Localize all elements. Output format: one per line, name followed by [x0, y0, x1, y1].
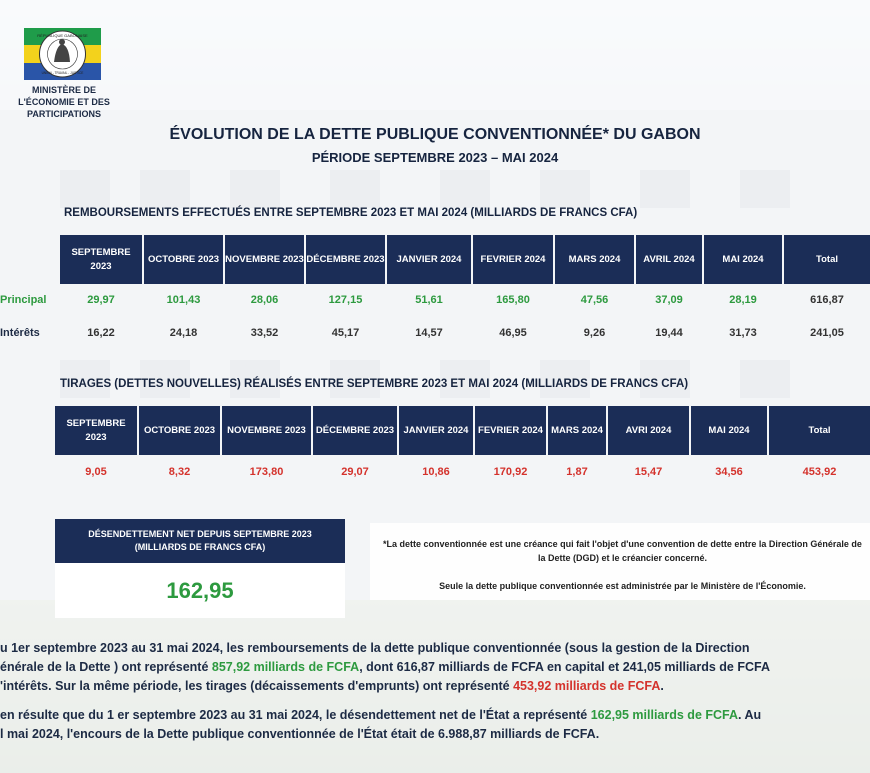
- drawdown-value: 15,47: [634, 466, 663, 478]
- interest-value: 31,73: [729, 327, 757, 339]
- drawdown-value: 173,80: [249, 466, 284, 478]
- summary-line: énérale de la Dette ) ont représenté 857,92 milliards de FCFA, dont 616,87 milliards de FCFA en capital et 241,05 milliards de FCFA: [0, 660, 770, 674]
- principal-value: 37,09: [655, 294, 683, 306]
- summary-line: 'intérêts. Sur la même période, les tirages (décaissements d'emprunts) ont représenté 453,92 milliards de FCFA.: [0, 679, 664, 693]
- repay-header-cell: FEVRIER 2024: [473, 235, 553, 284]
- principal-value: 51,61: [415, 294, 443, 306]
- draw-header-cell: OCTOBRE 2023: [139, 406, 220, 455]
- interest-value: 24,18: [169, 327, 198, 339]
- footnote-definition: *La dette conventionnée est une créance qui fait l'objet d'une convention de dette entre la Direction Générale de la Dette (DGD) et le créancier concerné.: [383, 539, 862, 563]
- footnote-scope: Seule la dette publique conventionnée est administrée par le Ministère de l'Économie.: [439, 581, 806, 591]
- row-label-principal: Principal: [0, 294, 47, 306]
- principal-value: 47,56: [580, 294, 609, 306]
- drawdown-value: 10,86: [422, 466, 450, 478]
- principal-total: 616,87: [810, 294, 844, 306]
- repay-header-cell: MARS 2024: [555, 235, 634, 284]
- draw-header-cell: JANVIER 2024: [399, 406, 473, 455]
- draw-header-cell: MARS 2024: [548, 406, 606, 455]
- net-deleveraging-heading: DÉSENDETTEMENT NET DEPUIS SEPTEMBRE 2023 (MILLIARDS DE FRANCS CFA): [55, 519, 345, 563]
- draw-header-cell: FEVRIER 2024: [475, 406, 546, 455]
- draw-header-cell: DÉCEMBRE 2023: [313, 406, 397, 455]
- repay-header-cell: NOVEMBRE 2023: [225, 235, 304, 284]
- net-deleveraging-value: 162,95: [55, 563, 345, 618]
- repay-header-cell: DÉCEMBRE 2023: [306, 235, 385, 284]
- principal-value: 165,80: [496, 294, 530, 306]
- interest-value: 16,22: [87, 327, 115, 339]
- principal-value: 127,15: [328, 294, 363, 306]
- drawdowns-heading: TIRAGES (DETTES NOUVELLES) RÉALISÉS ENTRE SEPTEMBRE 2023 ET MAI 2024 (MILLIARDS DE FRANCS CFA): [60, 378, 689, 390]
- interest-total: 241,05: [810, 327, 844, 339]
- page-subtitle: PÉRIODE SEPTEMBRE 2023 – MAI 2024: [311, 150, 559, 165]
- drawdown-total: 453,92: [802, 466, 837, 478]
- drawdown-value: 8,32: [168, 466, 191, 478]
- principal-value: 28,06: [250, 294, 279, 306]
- svg-text:RÉPUBLIQUE GABONAISE: RÉPUBLIQUE GABONAISE: [37, 33, 88, 38]
- repay-header-cell: AVRIL 2024: [636, 235, 702, 284]
- repay-header-cell: JANVIER 2024: [387, 235, 471, 284]
- summary-line: u 1er septembre 2023 au 31 mai 2024, les remboursements de la dette publique conventionnée (sous la gestion de la Direction: [0, 641, 750, 655]
- repay-header-cell: OCTOBRE 2023: [144, 235, 223, 284]
- footnote-box: [370, 523, 870, 600]
- draw-header-cell: MAI 2024: [691, 406, 767, 455]
- principal-value: 29,97: [87, 294, 115, 306]
- page-title: ÉVOLUTION DE LA DETTE PUBLIQUE CONVENTIONNÉE* DU GABON: [169, 126, 701, 143]
- interest-value: 19,44: [655, 327, 683, 339]
- draw-header-cell: SEPTEMBRE 2023: [55, 406, 137, 455]
- interest-value: 46,95: [499, 327, 527, 339]
- drawdown-value: 29,07: [341, 466, 369, 478]
- repayments-heading: REMBOURSEMENTS EFFECTUÉS ENTRE SEPTEMBRE 2023 ET MAI 2024 (MILLIARDS DE FRANCS CFA): [64, 207, 638, 219]
- summary-line: en résulte que du 1 er septembre 2023 au 31 mai 2024, le désendettement net de l'État a représenté 162,95 milliards de FCFA. Au: [0, 708, 762, 722]
- draw-header-cell: Total: [769, 406, 870, 455]
- drawdown-value: 170,92: [493, 466, 528, 478]
- repay-header-cell: Total: [784, 235, 870, 284]
- drawdown-value: 34,56: [715, 466, 743, 478]
- row-label-interets: Intérêts: [0, 327, 40, 339]
- drawdown-value: 1,87: [566, 466, 588, 478]
- principal-value: 28,19: [729, 294, 757, 306]
- drawdown-value: 9,05: [85, 466, 107, 478]
- summary-line: l mai 2024, l'encours de la Dette publique conventionnée de l'État était de 6.988,87 milliards de FCFA.: [0, 727, 600, 741]
- svg-text:UNION - TRAVAIL - JUSTICE: UNION - TRAVAIL - JUSTICE: [41, 71, 84, 75]
- ministry-name: MINISTÈRE DE L'ÉCONOMIE ET DES PARTICIPATIONS: [18, 85, 110, 119]
- interest-value: 14,57: [415, 327, 443, 339]
- interest-value: 33,52: [250, 327, 279, 339]
- draw-header-cell: NOVEMBRE 2023: [222, 406, 311, 455]
- gabon-republic-seal-icon: [24, 28, 101, 80]
- repay-header-cell: SEPTEMBRE 2023: [60, 235, 142, 284]
- repay-header-cell: MAI 2024: [704, 235, 782, 284]
- draw-header-cell: AVRI 2024: [608, 406, 689, 455]
- interest-value: 9,26: [583, 327, 606, 339]
- interest-value: 45,17: [331, 327, 360, 339]
- principal-value: 101,43: [166, 294, 201, 306]
